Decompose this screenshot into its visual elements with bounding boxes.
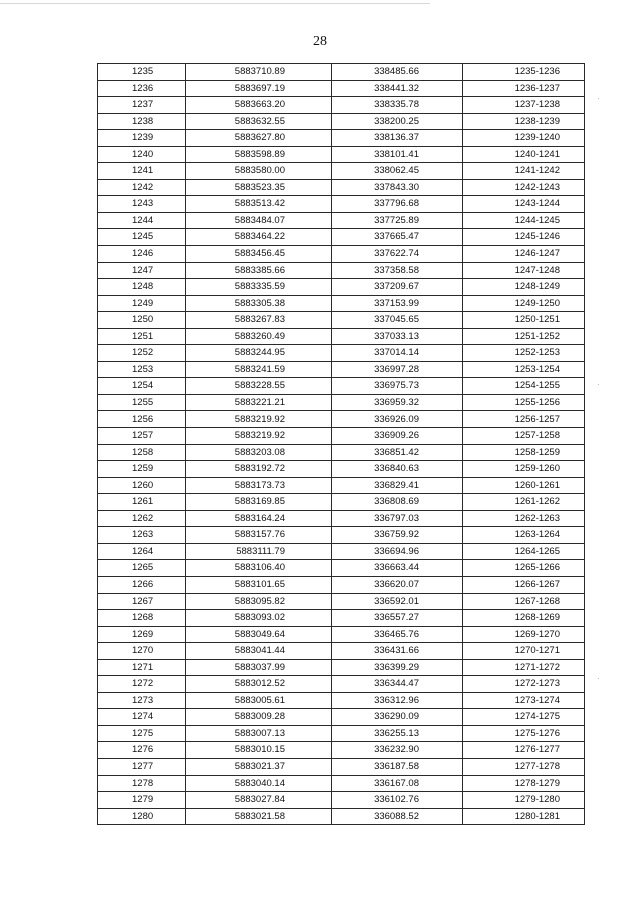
point-number-cell: 1266 (98, 576, 186, 593)
point-number-cell: 1252 (98, 345, 186, 362)
point-number-cell: 1278 (98, 775, 186, 792)
segment-cell: 1244-1245 (463, 212, 585, 229)
table-row (98, 742, 585, 759)
point-number-cell: 1237 (98, 97, 186, 114)
table-row (98, 196, 585, 213)
table-row (98, 64, 585, 81)
x-coordinate-cell: 5883632.55 (186, 113, 332, 130)
segment-cell: 1246-1247 (463, 246, 585, 263)
y-coordinate-cell: 336102.76 (332, 792, 463, 809)
point-number-cell: 1239 (98, 130, 186, 147)
y-coordinate-cell: 337665.47 (332, 229, 463, 246)
y-coordinate-cell: 336663.44 (332, 560, 463, 577)
table-row (98, 560, 585, 577)
table-row (98, 610, 585, 627)
table-row (98, 312, 585, 329)
y-coordinate-cell: 337153.99 (332, 295, 463, 312)
table-row (98, 643, 585, 660)
x-coordinate-cell: 5883244.95 (186, 345, 332, 362)
segment-cell: 1263-1264 (463, 527, 585, 544)
x-coordinate-cell: 5883173.73 (186, 477, 332, 494)
segment-cell: 1241-1242 (463, 163, 585, 180)
table-row (98, 345, 585, 362)
point-number-cell: 1263 (98, 527, 186, 544)
segment-cell: 1235-1236 (463, 64, 585, 81)
point-number-cell: 1253 (98, 361, 186, 378)
point-number-cell: 1264 (98, 543, 186, 560)
x-coordinate-cell: 5883663.20 (186, 97, 332, 114)
scan-speck (598, 384, 599, 385)
segment-cell: 1237-1238 (463, 97, 585, 114)
segment-cell: 1266-1267 (463, 576, 585, 593)
y-coordinate-cell: 338136.37 (332, 130, 463, 147)
point-number-cell: 1261 (98, 494, 186, 511)
segment-cell: 1247-1248 (463, 262, 585, 279)
y-coordinate-cell: 336344.47 (332, 676, 463, 693)
segment-cell: 1278-1279 (463, 775, 585, 792)
table-row (98, 527, 585, 544)
x-coordinate-cell: 5883111.79 (186, 543, 332, 560)
table-row (98, 113, 585, 130)
x-coordinate-cell: 5883627.80 (186, 130, 332, 147)
x-coordinate-cell: 5883260.49 (186, 328, 332, 345)
table-row (98, 361, 585, 378)
segment-cell: 1270-1271 (463, 643, 585, 660)
y-coordinate-cell: 336851.42 (332, 444, 463, 461)
x-coordinate-cell: 5883027.84 (186, 792, 332, 809)
table-row (98, 394, 585, 411)
page-number: 28 (313, 34, 327, 49)
point-number-cell: 1259 (98, 461, 186, 478)
point-number-cell: 1268 (98, 610, 186, 627)
x-coordinate-cell: 5883037.99 (186, 659, 332, 676)
x-coordinate-cell: 5883192.72 (186, 461, 332, 478)
segment-cell: 1280-1281 (463, 808, 585, 825)
point-number-cell: 1248 (98, 279, 186, 296)
y-coordinate-cell: 336557.27 (332, 610, 463, 627)
y-coordinate-cell: 338062.45 (332, 163, 463, 180)
table-row (98, 775, 585, 792)
table-row (98, 80, 585, 97)
segment-cell: 1242-1243 (463, 179, 585, 196)
y-coordinate-cell: 336975.73 (332, 378, 463, 395)
x-coordinate-cell: 5883598.89 (186, 146, 332, 163)
point-number-cell: 1260 (98, 477, 186, 494)
point-number-cell: 1243 (98, 196, 186, 213)
y-coordinate-cell: 336187.58 (332, 758, 463, 775)
point-number-cell: 1255 (98, 394, 186, 411)
x-coordinate-cell: 5883007.13 (186, 725, 332, 742)
y-coordinate-cell: 336088.52 (332, 808, 463, 825)
point-number-cell: 1238 (98, 113, 186, 130)
y-coordinate-cell: 337622.74 (332, 246, 463, 263)
x-coordinate-cell: 5883041.44 (186, 643, 332, 660)
segment-cell: 1258-1259 (463, 444, 585, 461)
segment-cell: 1245-1246 (463, 229, 585, 246)
x-coordinate-cell: 5883305.38 (186, 295, 332, 312)
x-coordinate-cell: 5883021.58 (186, 808, 332, 825)
segment-cell: 1262-1263 (463, 510, 585, 527)
x-coordinate-cell: 5883697.19 (186, 80, 332, 97)
segment-cell: 1238-1239 (463, 113, 585, 130)
x-coordinate-cell: 5883009.28 (186, 709, 332, 726)
x-coordinate-cell: 5883095.82 (186, 593, 332, 610)
point-number-cell: 1242 (98, 179, 186, 196)
y-coordinate-cell: 337725.89 (332, 212, 463, 229)
segment-cell: 1251-1252 (463, 328, 585, 345)
point-number-cell: 1251 (98, 328, 186, 345)
segment-cell: 1276-1277 (463, 742, 585, 759)
table-row (98, 659, 585, 676)
coordinates-table (97, 63, 585, 825)
point-number-cell: 1279 (98, 792, 186, 809)
table-row (98, 279, 585, 296)
y-coordinate-cell: 336808.69 (332, 494, 463, 511)
table-row (98, 758, 585, 775)
x-coordinate-cell: 5883164.24 (186, 510, 332, 527)
x-coordinate-cell: 5883169.85 (186, 494, 332, 511)
y-coordinate-cell: 337014.14 (332, 345, 463, 362)
segment-cell: 1253-1254 (463, 361, 585, 378)
point-number-cell: 1277 (98, 758, 186, 775)
segment-cell: 1279-1280 (463, 792, 585, 809)
y-coordinate-cell: 337843.30 (332, 179, 463, 196)
y-coordinate-cell: 336255.13 (332, 725, 463, 742)
table-row (98, 179, 585, 196)
table-row (98, 692, 585, 709)
x-coordinate-cell: 5883710.89 (186, 64, 332, 81)
table-row (98, 295, 585, 312)
scan-speck (598, 98, 599, 99)
y-coordinate-cell: 336399.29 (332, 659, 463, 676)
point-number-cell: 1273 (98, 692, 186, 709)
y-coordinate-cell: 337209.67 (332, 279, 463, 296)
point-number-cell: 1245 (98, 229, 186, 246)
segment-cell: 1243-1244 (463, 196, 585, 213)
segment-cell: 1260-1261 (463, 477, 585, 494)
segment-cell: 1268-1269 (463, 610, 585, 627)
x-coordinate-cell: 5883021.37 (186, 758, 332, 775)
table-row (98, 130, 585, 147)
segment-cell: 1255-1256 (463, 394, 585, 411)
table-row (98, 328, 585, 345)
x-coordinate-cell: 5883219.92 (186, 428, 332, 445)
x-coordinate-cell: 5883580.00 (186, 163, 332, 180)
point-number-cell: 1235 (98, 64, 186, 81)
table-row (98, 246, 585, 263)
table-row (98, 444, 585, 461)
y-coordinate-cell: 337045.65 (332, 312, 463, 329)
table-row (98, 461, 585, 478)
segment-cell: 1265-1266 (463, 560, 585, 577)
y-coordinate-cell: 338200.25 (332, 113, 463, 130)
x-coordinate-cell: 5883221.21 (186, 394, 332, 411)
y-coordinate-cell: 336620.07 (332, 576, 463, 593)
point-number-cell: 1276 (98, 742, 186, 759)
segment-cell: 1261-1262 (463, 494, 585, 511)
x-coordinate-cell: 5883523.35 (186, 179, 332, 196)
point-number-cell: 1254 (98, 378, 186, 395)
y-coordinate-cell: 337358.58 (332, 262, 463, 279)
segment-cell: 1277-1278 (463, 758, 585, 775)
point-number-cell: 1265 (98, 560, 186, 577)
x-coordinate-cell: 5883203.08 (186, 444, 332, 461)
x-coordinate-cell: 5883012.52 (186, 676, 332, 693)
table-row (98, 494, 585, 511)
table-row (98, 593, 585, 610)
point-number-cell: 1258 (98, 444, 186, 461)
x-coordinate-cell: 5883456.45 (186, 246, 332, 263)
x-coordinate-cell: 5883157.76 (186, 527, 332, 544)
segment-cell: 1274-1275 (463, 709, 585, 726)
point-number-cell: 1270 (98, 643, 186, 660)
table-row (98, 808, 585, 825)
segment-cell: 1256-1257 (463, 411, 585, 428)
point-number-cell: 1246 (98, 246, 186, 263)
y-coordinate-cell: 336926.09 (332, 411, 463, 428)
x-coordinate-cell: 5883005.61 (186, 692, 332, 709)
x-coordinate-cell: 5883101.65 (186, 576, 332, 593)
y-coordinate-cell: 338335.78 (332, 97, 463, 114)
y-coordinate-cell: 336997.28 (332, 361, 463, 378)
x-coordinate-cell: 5883049.64 (186, 626, 332, 643)
x-coordinate-cell: 5883513.42 (186, 196, 332, 213)
table-row (98, 477, 585, 494)
table-row (98, 543, 585, 560)
point-number-cell: 1274 (98, 709, 186, 726)
x-coordinate-cell: 5883093.02 (186, 610, 332, 627)
point-number-cell: 1236 (98, 80, 186, 97)
table-row (98, 411, 585, 428)
point-number-cell: 1241 (98, 163, 186, 180)
table-row (98, 725, 585, 742)
segment-cell: 1249-1250 (463, 295, 585, 312)
point-number-cell: 1272 (98, 676, 186, 693)
y-coordinate-cell: 336829.41 (332, 477, 463, 494)
x-coordinate-cell: 5883228.55 (186, 378, 332, 395)
segment-cell: 1240-1241 (463, 146, 585, 163)
segment-cell: 1267-1268 (463, 593, 585, 610)
point-number-cell: 1269 (98, 626, 186, 643)
point-number-cell: 1271 (98, 659, 186, 676)
x-coordinate-cell: 5883106.40 (186, 560, 332, 577)
scan-speck (598, 678, 599, 679)
segment-cell: 1264-1265 (463, 543, 585, 560)
table-row (98, 676, 585, 693)
point-number-cell: 1280 (98, 808, 186, 825)
y-coordinate-cell: 336694.96 (332, 543, 463, 560)
y-coordinate-cell: 336465.76 (332, 626, 463, 643)
x-coordinate-cell: 5883219.92 (186, 411, 332, 428)
x-coordinate-cell: 5883464.22 (186, 229, 332, 246)
table-row (98, 709, 585, 726)
y-coordinate-cell: 336959.32 (332, 394, 463, 411)
point-number-cell: 1275 (98, 725, 186, 742)
table-row (98, 163, 585, 180)
point-number-cell: 1247 (98, 262, 186, 279)
table-row (98, 97, 585, 114)
segment-cell: 1272-1273 (463, 676, 585, 693)
y-coordinate-cell: 336797.03 (332, 510, 463, 527)
table-row (98, 428, 585, 445)
segment-cell: 1236-1237 (463, 80, 585, 97)
y-coordinate-cell: 336909.26 (332, 428, 463, 445)
y-coordinate-cell: 336592.01 (332, 593, 463, 610)
segment-cell: 1271-1272 (463, 659, 585, 676)
table-body (98, 64, 585, 825)
table-row (98, 212, 585, 229)
x-coordinate-cell: 5883040.14 (186, 775, 332, 792)
point-number-cell: 1256 (98, 411, 186, 428)
y-coordinate-cell: 336431.66 (332, 643, 463, 660)
top-rule (0, 3, 430, 4)
segment-cell: 1269-1270 (463, 626, 585, 643)
y-coordinate-cell: 336759.92 (332, 527, 463, 544)
y-coordinate-cell: 336167.08 (332, 775, 463, 792)
segment-cell: 1257-1258 (463, 428, 585, 445)
point-number-cell: 1249 (98, 295, 186, 312)
point-number-cell: 1244 (98, 212, 186, 229)
segment-cell: 1254-1255 (463, 378, 585, 395)
table-row (98, 576, 585, 593)
segment-cell: 1250-1251 (463, 312, 585, 329)
table-row (98, 792, 585, 809)
table-row (98, 510, 585, 527)
point-number-cell: 1240 (98, 146, 186, 163)
segment-cell: 1239-1240 (463, 130, 585, 147)
y-coordinate-cell: 337033.13 (332, 328, 463, 345)
y-coordinate-cell: 336840.63 (332, 461, 463, 478)
x-coordinate-cell: 5883335.59 (186, 279, 332, 296)
table-row (98, 229, 585, 246)
segment-cell: 1248-1249 (463, 279, 585, 296)
x-coordinate-cell: 5883385.66 (186, 262, 332, 279)
segment-cell: 1273-1274 (463, 692, 585, 709)
point-number-cell: 1250 (98, 312, 186, 329)
segment-cell: 1252-1253 (463, 345, 585, 362)
x-coordinate-cell: 5883241.59 (186, 361, 332, 378)
y-coordinate-cell: 337796.68 (332, 196, 463, 213)
segment-cell: 1259-1260 (463, 461, 585, 478)
segment-cell: 1275-1276 (463, 725, 585, 742)
y-coordinate-cell: 336290.09 (332, 709, 463, 726)
table-row (98, 146, 585, 163)
point-number-cell: 1257 (98, 428, 186, 445)
y-coordinate-cell: 336232.90 (332, 742, 463, 759)
y-coordinate-cell: 338485.66 (332, 64, 463, 81)
point-number-cell: 1267 (98, 593, 186, 610)
x-coordinate-cell: 5883484.07 (186, 212, 332, 229)
y-coordinate-cell: 338101.41 (332, 146, 463, 163)
table-row (98, 262, 585, 279)
table-row (98, 378, 585, 395)
y-coordinate-cell: 336312.96 (332, 692, 463, 709)
point-number-cell: 1262 (98, 510, 186, 527)
x-coordinate-cell: 5883267.83 (186, 312, 332, 329)
x-coordinate-cell: 5883010.15 (186, 742, 332, 759)
table-row (98, 626, 585, 643)
y-coordinate-cell: 338441.32 (332, 80, 463, 97)
